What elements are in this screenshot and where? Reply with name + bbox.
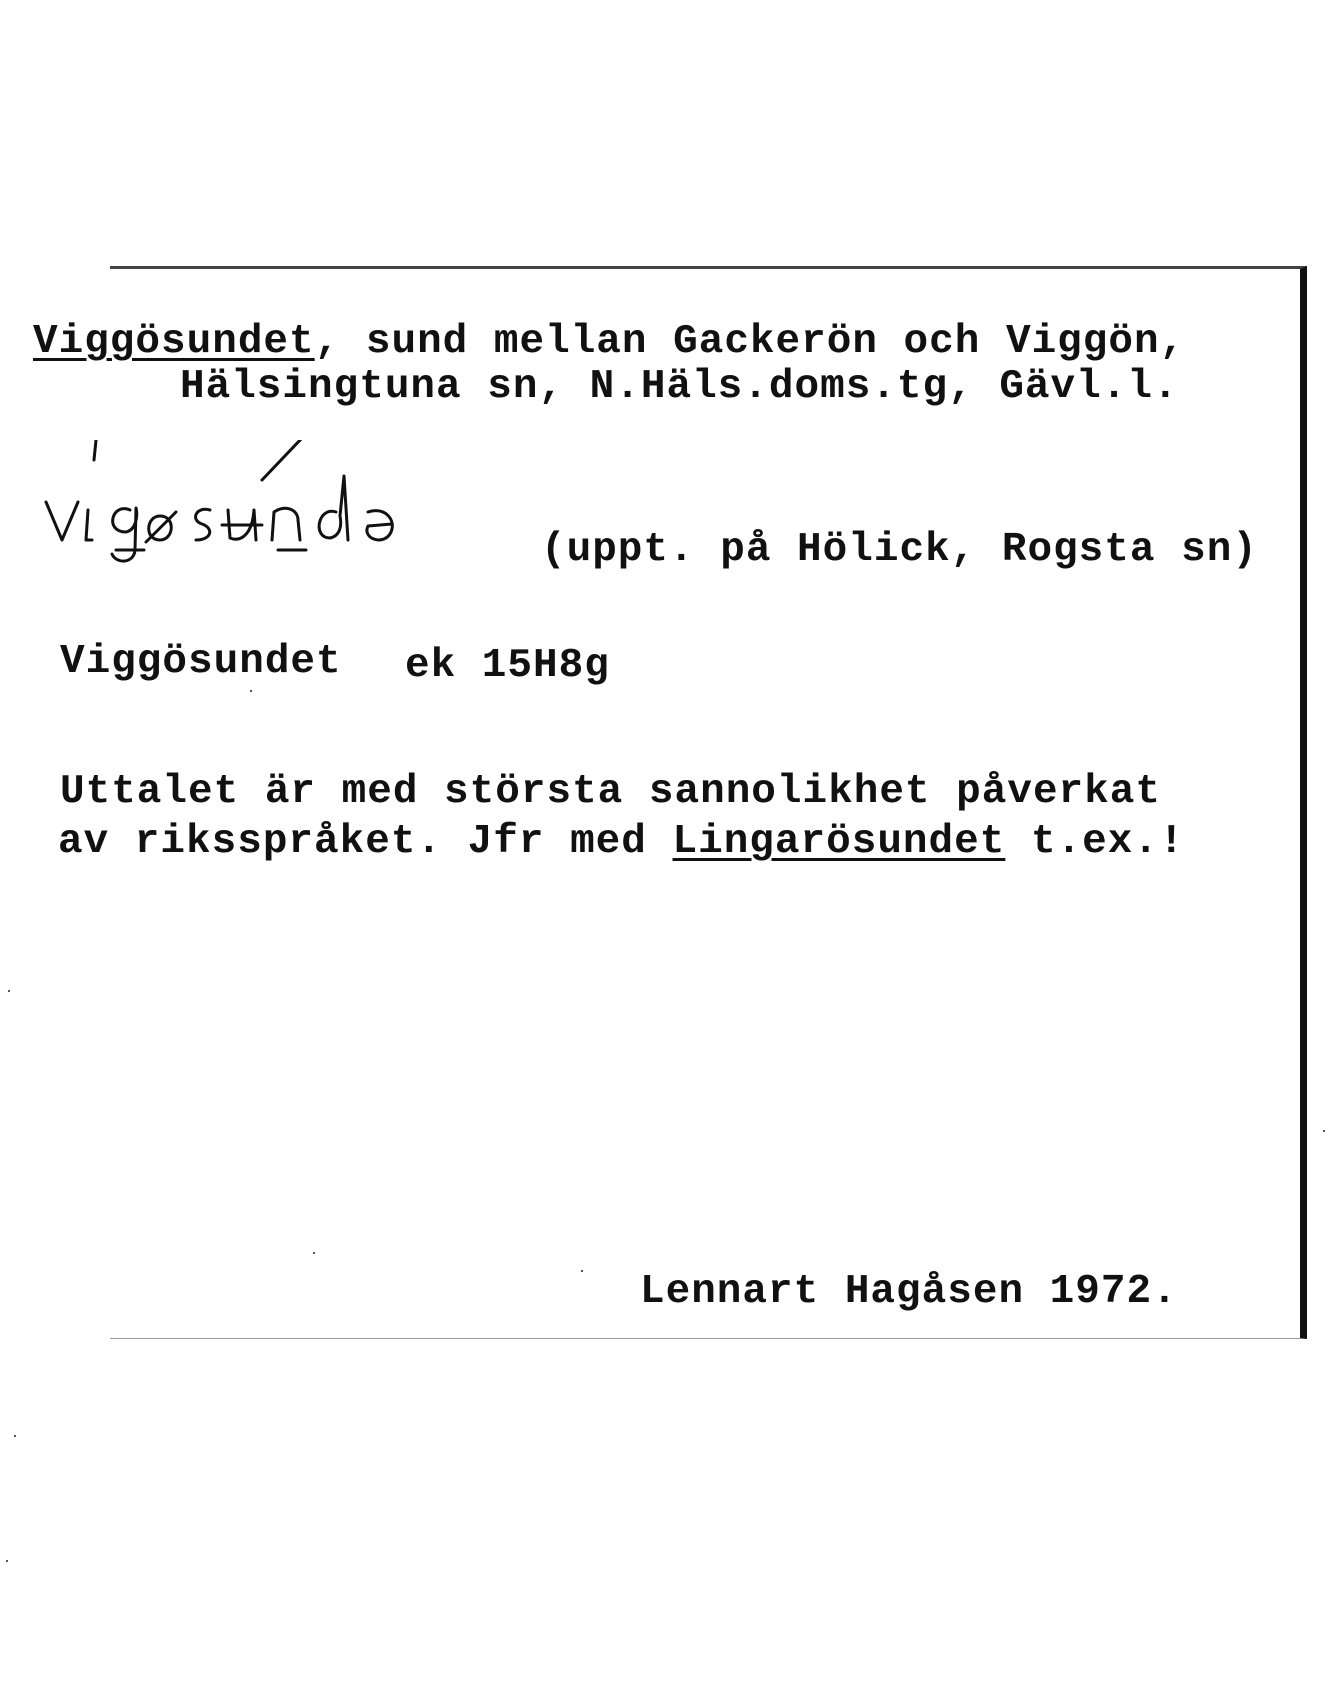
handwritten-pronunciation bbox=[40, 440, 440, 570]
comment-text-end: t.ex.! bbox=[1005, 819, 1185, 865]
signature: Lennart Hagåsen 1972. bbox=[640, 1269, 1178, 1315]
pronunciation-source: (uppt. på Hölick, Rogsta sn) bbox=[541, 527, 1258, 573]
entry-line-1 bbox=[33, 319, 1186, 365]
map-reference: ek 15H8g bbox=[405, 643, 610, 689]
reference-name: Lingarösundet bbox=[672, 819, 1006, 865]
comment-line-2 bbox=[58, 819, 1185, 865]
comment-line-1: Uttalet är med största sannolikhet påverkat bbox=[60, 769, 1161, 815]
map-name: Viggösundet bbox=[60, 639, 342, 685]
headword: Viggösundet bbox=[33, 319, 315, 365]
entry-line-2: Hälsingtuna sn, N.Häls.doms.tg, Gävl.l. bbox=[180, 364, 1179, 410]
entry-description: , sund mellan Gackerön och Viggön, bbox=[314, 319, 1186, 365]
comment-text: av riksspråket. Jfr med bbox=[58, 819, 673, 865]
